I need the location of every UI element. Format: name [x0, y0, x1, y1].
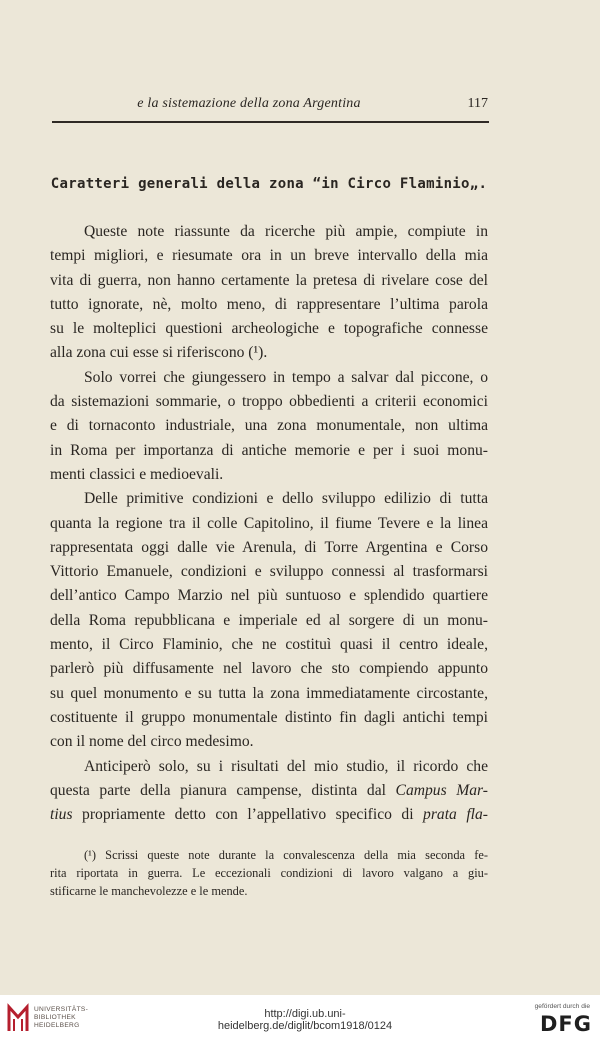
text-line: su quel monumento e su tutta la zona immediatamente circostante,: [50, 684, 488, 702]
text-line: tempi migliori, e riesumate ora in un breve intervallo della mia: [50, 247, 488, 265]
text-line: Solo vorrei che giungessero in tempo a salvar dal piccone, o: [84, 368, 488, 386]
text-line: costituente il gruppo monumentale distinto fin dagli antichi tempi: [50, 708, 488, 726]
footnote: [50, 846, 488, 900]
footnote-line: stificarne le manchevolezze e le mende.: [50, 884, 248, 898]
text-line: della Roma repubblicana e imperiale ed al sorgere di un monu-: [50, 611, 488, 629]
university-name-line: BIBLIOTHEK: [34, 1014, 76, 1021]
text-line: e di tornaconto industriale, una zona monumentale, non ultima: [50, 417, 488, 435]
permalink-url[interactable]: http://digi.ub.uni-heidelberg.de/diglit/bcom1918/0124: [217, 1008, 393, 1032]
text-line: con il nome del circo medesimo.: [50, 733, 254, 751]
text-line: mento, il Circo Flaminio, che ne costituì quasi il centro ideale,: [50, 636, 488, 654]
university-logo-icon[interactable]: [6, 1003, 30, 1033]
text-line: dell’antico Campo Marzio nel più suntuoso e splendido quartiere: [50, 587, 488, 605]
text-line: parlerò più diffusamente nel lavoro che sto compiendo appunto: [50, 660, 488, 678]
header-rule: [52, 121, 489, 123]
text-line: [50, 779, 488, 803]
text-line: su le molteplici questioni archeologiche e topografiche connesse: [50, 320, 488, 338]
text-line: da sistemazioni sommarie, o troppo obbedienti a criterii economici: [50, 393, 488, 411]
text-line: in Roma per importanza di antiche memorie e per i suoi monu-: [50, 441, 488, 459]
university-name-line: UNIVERSITÄTS-: [34, 1006, 89, 1013]
text-line: menti classici e medioevali.: [50, 465, 224, 483]
footnote-marker: (¹): [84, 848, 96, 862]
running-title: e la sistemazione della zona Argentina: [137, 96, 361, 111]
text-line: alla zona cui esse si riferiscono (¹).: [50, 344, 268, 362]
page-number: 117: [467, 96, 488, 111]
text-segment: propriamente detto con l’appellativo specifico di: [82, 806, 414, 824]
italic-term: tius: [50, 806, 73, 824]
text-segment: questa parte della pianura campense, distinta dal: [50, 781, 386, 799]
text-line: rappresentata oggi dalle vie Arenula, di Torre Argentina e Corso: [50, 538, 488, 556]
italic-term: prata fla-: [423, 806, 488, 824]
dfg-logo[interactable]: DFG: [539, 1012, 592, 1036]
text-segment: Scrissi queste note durante la convalescenza della mia seconda fe-: [105, 848, 488, 862]
body-text: [50, 220, 488, 827]
university-name-line: HEIDELBERG: [34, 1022, 80, 1029]
running-head: [50, 96, 488, 118]
funded-by-label: gefördert durch die: [534, 1003, 590, 1010]
text-line: Anticiperò solo, su i risultati del mio studio, il ricordo che: [84, 757, 488, 775]
text-line: [50, 803, 488, 827]
text-line: Queste note riassunte da ricerche più ampie, compiute in: [84, 223, 488, 240]
footnote-line: [50, 846, 488, 864]
university-name[interactable]: [34, 1006, 88, 1030]
text-line: Delle primitive condizioni e dello sviluppo edilizio di tutta: [84, 490, 488, 508]
italic-term: Campus Mar-: [395, 781, 488, 799]
text-line: vita di guerra, non hanno certamente la pretesa di rivelare cose del: [50, 271, 488, 289]
text-line: Vittorio Emanuele, condizioni e sviluppo connessi al trasformarsi: [50, 563, 488, 581]
section-heading: Caratteri generali della zona “in Circo Flaminio„.: [50, 176, 488, 192]
text-line: quanta la regione tra il colle Capitolino, il fiume Tevere e la linea: [50, 514, 488, 532]
text-line: tutto ignorate, nè, molto meno, di rappresentare l’ultima parola: [50, 295, 488, 313]
footnote-line: rita riportata in guerra. Le eccezionali condizioni di lavoro valgano a giu-: [50, 866, 488, 880]
